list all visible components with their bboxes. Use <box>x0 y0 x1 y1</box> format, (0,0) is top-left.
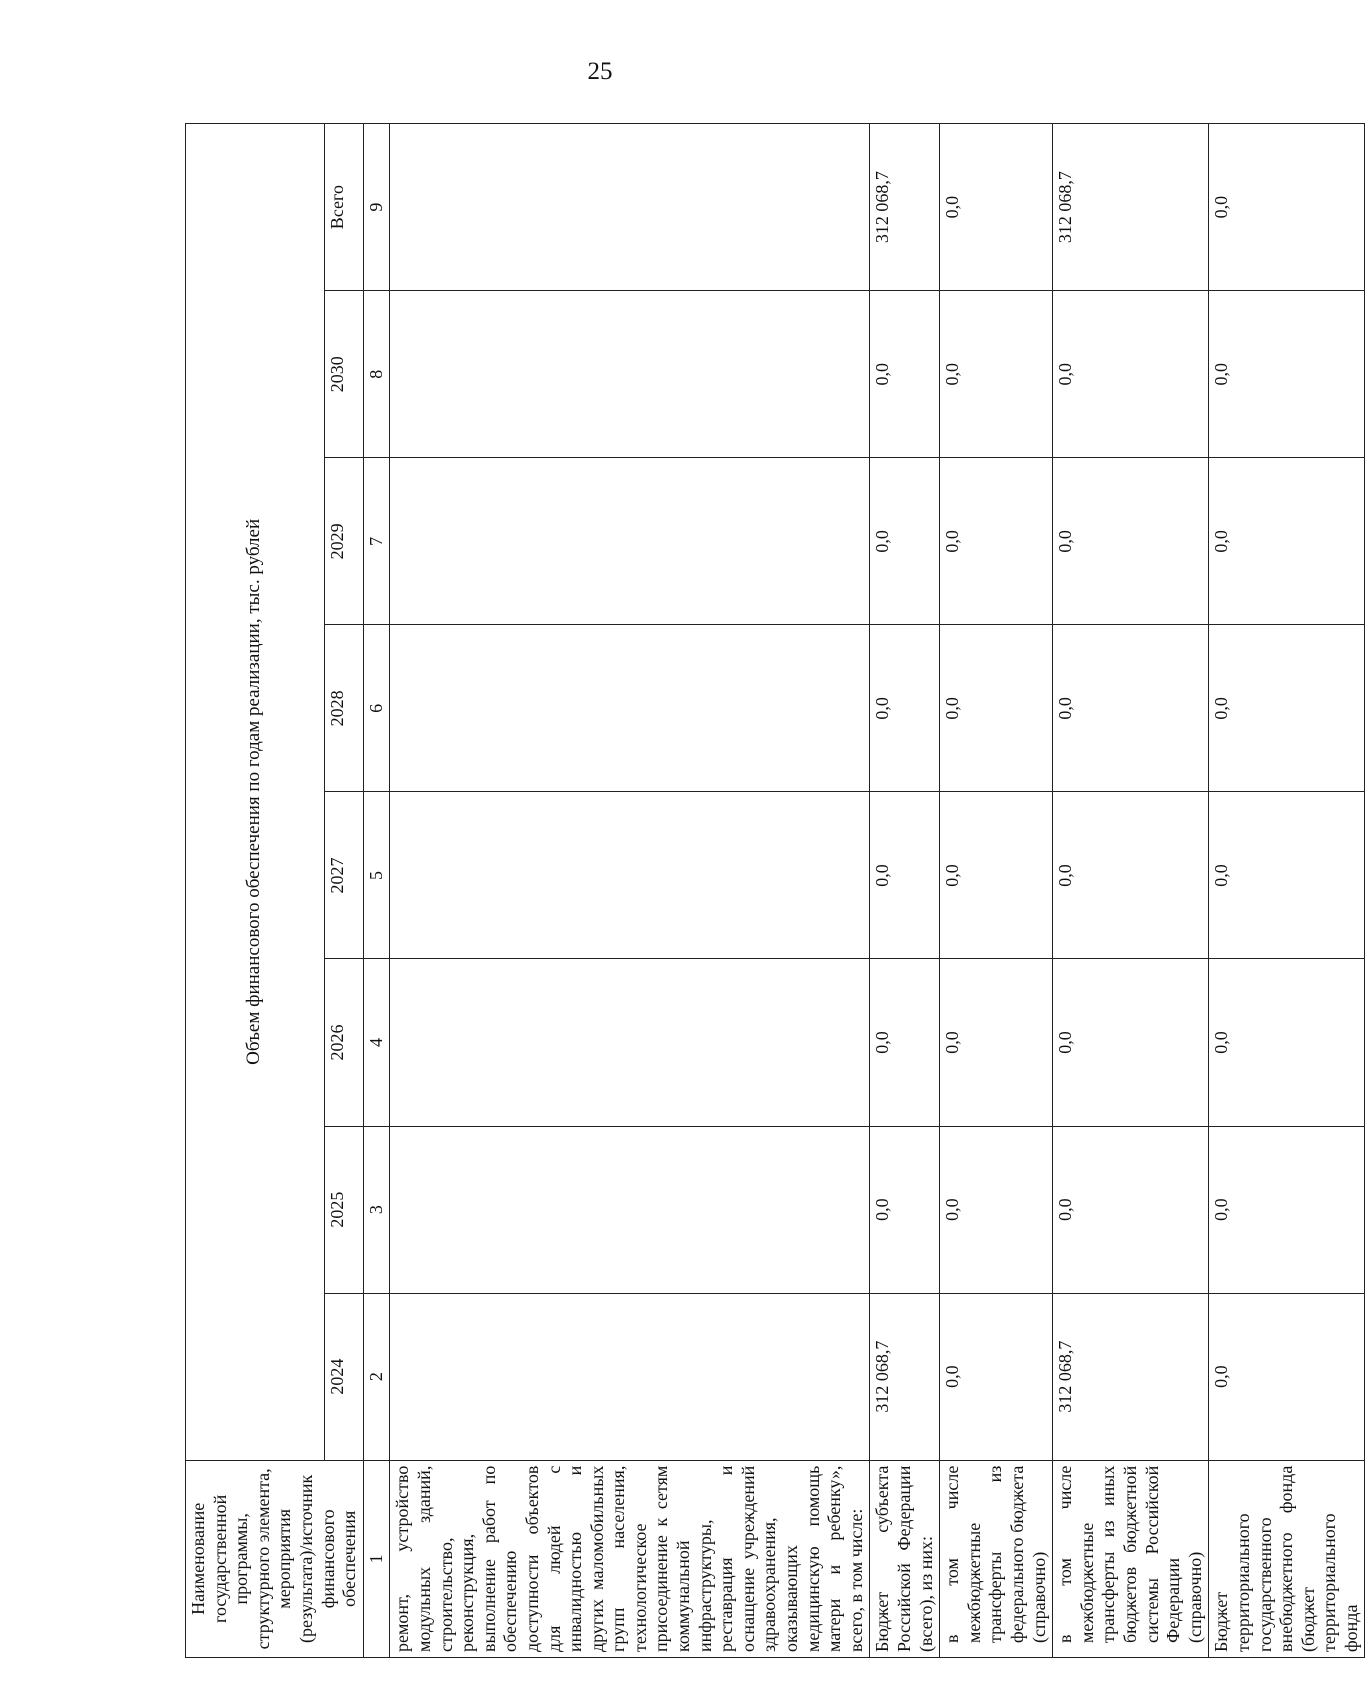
column-number: 6 <box>363 625 390 792</box>
row-value: 0,0 <box>1053 625 1209 792</box>
row-name: ремонт, устройство модульных зданий, строительство, реконструкция, выполнение работ по обеспечению доступности объектов для людей с инвалидностью и других маломобильных групп населения, технологическое присоединение к сетям коммунальной инфраструктуры, реставрация и оснащение учреждений здравоохранения, оказывающих медицинскую помощь матери и ребенку», всего, в том числе: <box>390 1460 870 1657</box>
row-name: Бюджет территориального государственного внебюджетного фонда (бюджет территориального фонда <box>1209 1460 1365 1657</box>
header-name-column: Наименование государственной программы, структурного элемента, мероприятия (результата)/источник финансового обеспечения <box>186 1460 364 1657</box>
header-total: Всего <box>324 124 363 291</box>
row-value <box>390 625 870 792</box>
row-value: 0,0 <box>1209 792 1365 959</box>
row-value <box>390 458 870 625</box>
column-number: 2 <box>363 1293 390 1460</box>
row-value: 0,0 <box>1053 959 1209 1126</box>
row-value: 0,0 <box>1209 458 1365 625</box>
row-name: в том числе межбюджетные трансферты из федерального бюджета (справочно) <box>940 1460 1053 1657</box>
header-year: 2025 <box>324 1126 363 1293</box>
row-value: 312 068,7 <box>870 1293 940 1460</box>
row-value: 0,0 <box>1209 1293 1365 1460</box>
column-number: 8 <box>363 291 390 458</box>
table-row <box>390 124 870 1658</box>
rotated-table-container <box>185 123 1361 1658</box>
row-value: 0,0 <box>940 625 1053 792</box>
row-value: 0,0 <box>870 458 940 625</box>
header-year: 2026 <box>324 959 363 1126</box>
row-value <box>390 792 870 959</box>
page-number: 25 <box>587 58 613 85</box>
row-value: 0,0 <box>1053 792 1209 959</box>
row-value: 312 068,7 <box>1053 1293 1209 1460</box>
header-row-years <box>324 124 363 1658</box>
row-value: 0,0 <box>940 124 1053 291</box>
row-name: Бюджет субъекта Российской Федерации (всего), из них: <box>870 1460 940 1657</box>
row-value <box>390 1126 870 1293</box>
column-number: 3 <box>363 1126 390 1293</box>
header-year: 2029 <box>324 458 363 625</box>
header-year: 2028 <box>324 625 363 792</box>
table-row <box>940 124 1053 1658</box>
header-year: 2030 <box>324 291 363 458</box>
row-value: 0,0 <box>1209 1126 1365 1293</box>
row-value: 0,0 <box>870 625 940 792</box>
row-value: 0,0 <box>870 1126 940 1293</box>
header-volume: Объем финансового обеспечения по годам реализации, тыс. рублей <box>186 124 325 1461</box>
column-number: 4 <box>363 959 390 1126</box>
row-value: 0,0 <box>940 792 1053 959</box>
table-row <box>870 124 940 1658</box>
row-value: 0,0 <box>1209 291 1365 458</box>
row-value: 0,0 <box>940 1126 1053 1293</box>
row-value <box>390 959 870 1126</box>
row-value: 0,0 <box>870 959 940 1126</box>
column-number: 5 <box>363 792 390 959</box>
column-number: 7 <box>363 458 390 625</box>
row-value: 0,0 <box>940 458 1053 625</box>
row-value: 0,0 <box>1053 291 1209 458</box>
row-value: 0,0 <box>1053 1126 1209 1293</box>
column-number: 9 <box>363 124 390 291</box>
row-value: 0,0 <box>1209 959 1365 1126</box>
row-value <box>390 1293 870 1460</box>
header-row-col-numbers <box>363 124 390 1658</box>
row-value <box>390 291 870 458</box>
row-value <box>390 124 870 291</box>
row-value: 0,0 <box>1053 458 1209 625</box>
table-row <box>1209 124 1365 1658</box>
column-number: 1 <box>363 1460 390 1657</box>
row-value: 0,0 <box>870 792 940 959</box>
row-value: 312 068,7 <box>870 124 940 291</box>
table-row <box>1053 124 1209 1658</box>
row-value: 0,0 <box>940 1293 1053 1460</box>
row-value: 0,0 <box>1209 625 1365 792</box>
row-value: 0,0 <box>940 291 1053 458</box>
header-row-volume <box>186 124 325 1658</box>
header-year: 2027 <box>324 792 363 959</box>
row-value: 0,0 <box>940 959 1053 1126</box>
financing-table <box>185 123 1365 1658</box>
row-value: 0,0 <box>1209 124 1365 291</box>
row-value: 312 068,7 <box>1053 124 1209 291</box>
row-name: в том числе межбюджетные трансферты из иных бюджетов бюджетной системы Российской Федерации (справочно) <box>1053 1460 1209 1657</box>
row-value: 0,0 <box>870 291 940 458</box>
header-year: 2024 <box>324 1293 363 1460</box>
